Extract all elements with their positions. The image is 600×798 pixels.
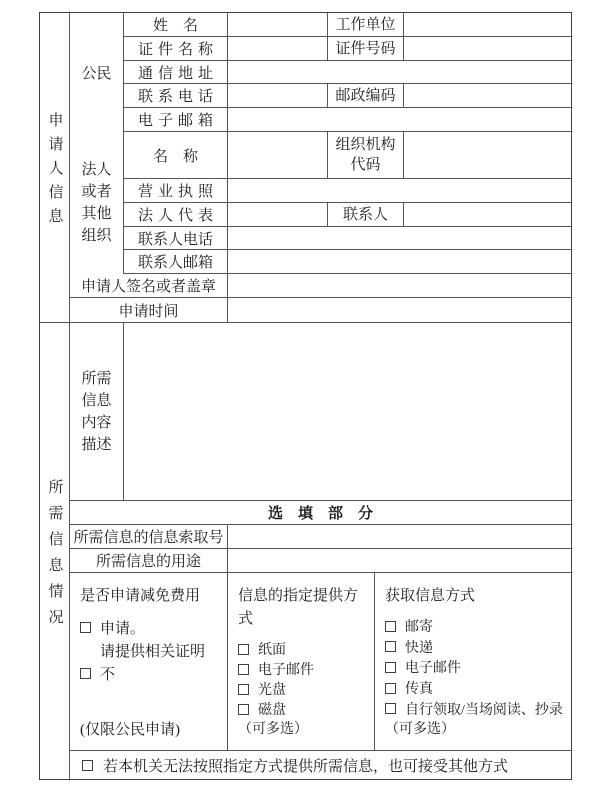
representative-input-cell[interactable]	[228, 203, 328, 226]
obtain-method-column	[375, 573, 571, 750]
organization-group-label-cell	[70, 132, 124, 274]
obtain-option-self[interactable]: 自行领取/当场阅读、抄录	[385, 698, 565, 719]
provide-disk-checkbox[interactable]	[238, 704, 249, 715]
address-input-cell[interactable]	[228, 61, 571, 83]
fee-apply-checkbox[interactable]	[80, 622, 91, 633]
postcode-input-cell[interactable]	[404, 84, 571, 107]
provide-paper-checkbox[interactable]	[238, 644, 249, 655]
phone-input-cell[interactable]	[228, 84, 328, 107]
obtain-option-mail[interactable]: 邮寄	[385, 616, 565, 637]
time-label: 申请时间	[70, 298, 228, 322]
index-number-label: 所需信息的信息索取号	[70, 525, 228, 548]
application-form-table	[39, 12, 572, 780]
license-label: 营业执照	[124, 179, 228, 202]
time-input-cell[interactable]	[228, 298, 571, 322]
phone-label: 联系电话	[124, 84, 228, 107]
representative-label: 法人代表	[124, 203, 228, 226]
provide-cd-checkbox[interactable]	[238, 684, 249, 695]
fallback-label: 若本机关无法按照指定方式提供所需信息，也可接受其他方式	[103, 758, 509, 775]
fee-apply-option[interactable]	[80, 616, 221, 639]
email-input-cell[interactable]	[228, 108, 571, 131]
work-unit-input-cell[interactable]	[404, 13, 571, 36]
provide-method-column	[228, 573, 375, 750]
provide-option-cd[interactable]: 光盘	[238, 679, 368, 699]
obtain-mail-checkbox[interactable]	[385, 621, 396, 632]
fee-waiver-title: 是否申请减免费用	[80, 588, 201, 604]
org-name-label: 名 称	[124, 132, 228, 178]
citizen-group	[70, 13, 571, 132]
fee-apply-note: 请提供相关证明	[100, 644, 206, 660]
name-input-cell[interactable]	[228, 13, 328, 36]
provide-email-checkbox[interactable]	[238, 664, 249, 675]
needed-section	[40, 323, 571, 779]
needed-section-label-cell	[40, 323, 70, 779]
obtain-option-email[interactable]: 电子邮件	[385, 657, 565, 678]
obtain-fax-checkbox[interactable]	[385, 683, 396, 694]
contact-label: 联系人	[328, 203, 404, 226]
citizen-group-label: 公民	[81, 66, 112, 82]
obtain-self-checkbox[interactable]	[385, 703, 396, 714]
fallback-option-row[interactable]	[70, 751, 571, 779]
org-name-input-cell[interactable]	[228, 132, 328, 178]
name-label: 姓 名	[124, 13, 228, 36]
id-number-input-cell[interactable]	[404, 37, 571, 60]
obtain-option-express[interactable]: 快递	[385, 637, 565, 658]
signature-label: 申请人签名或者盖章	[70, 274, 228, 297]
work-unit-label: 工作单位	[328, 13, 404, 36]
fee-no-option[interactable]	[80, 662, 221, 685]
description-input-cell[interactable]	[124, 323, 571, 500]
license-input-cell[interactable]	[228, 179, 571, 202]
fee-no-checkbox[interactable]	[80, 668, 91, 679]
email-label: 电子邮箱	[124, 108, 228, 131]
obtain-method-footnote: （可多选）	[385, 722, 455, 737]
needed-section-label: 所需信息情况	[46, 478, 63, 635]
purpose-input-cell[interactable]	[228, 549, 571, 572]
optional-section-header: 选 填 部 分	[70, 501, 571, 525]
org-code-label: 组织机构 代码	[328, 132, 404, 178]
fee-no-label: 不	[100, 667, 116, 683]
postcode-label: 邮政编码	[328, 84, 404, 107]
id-name-label: 证件名称	[124, 37, 228, 60]
org-code-input-cell[interactable]	[404, 132, 571, 178]
provide-option-disk[interactable]: 磁盘	[238, 699, 368, 719]
obtain-option-fax[interactable]: 传真	[385, 678, 565, 699]
fee-waiver-footnote: (仅限公民申请)	[80, 722, 180, 738]
provide-method-title: 信息的指定提供方式	[238, 588, 359, 627]
provide-option-email[interactable]: 电子邮件	[238, 659, 368, 679]
citizen-group-label-cell	[70, 13, 124, 132]
fallback-checkbox[interactable]	[82, 760, 93, 771]
applicant-section-label-cell	[40, 13, 70, 322]
provide-option-paper[interactable]: 纸面	[238, 639, 368, 659]
description-label: 所需信息内容描述	[70, 323, 124, 500]
organization-group	[70, 132, 571, 274]
contact-phone-label: 联系人电话	[124, 227, 228, 249]
obtain-express-checkbox[interactable]	[385, 641, 396, 652]
purpose-label: 所需信息的用途	[70, 549, 228, 572]
applicant-section-label: 申请人信息	[46, 112, 63, 232]
obtain-method-title: 获取信息方式	[385, 588, 476, 604]
fee-apply-label: 申请。	[100, 621, 146, 637]
applicant-section	[40, 13, 571, 323]
contact-email-label: 联系人邮箱	[124, 250, 228, 273]
address-label: 通信地址	[124, 61, 228, 83]
obtain-email-checkbox[interactable]	[385, 662, 396, 673]
signature-input-cell[interactable]	[228, 274, 571, 297]
id-number-label: 证件号码	[328, 37, 404, 60]
contact-email-input-cell[interactable]	[228, 250, 571, 273]
index-number-input-cell[interactable]	[228, 525, 571, 548]
provide-method-footnote: （可多选）	[238, 722, 308, 737]
contact-input-cell[interactable]	[404, 203, 571, 226]
id-name-input-cell[interactable]	[228, 37, 328, 60]
fee-waiver-column	[70, 573, 228, 750]
organization-group-label: 法人或者其他组织	[81, 162, 112, 244]
contact-phone-input-cell[interactable]	[228, 227, 571, 249]
